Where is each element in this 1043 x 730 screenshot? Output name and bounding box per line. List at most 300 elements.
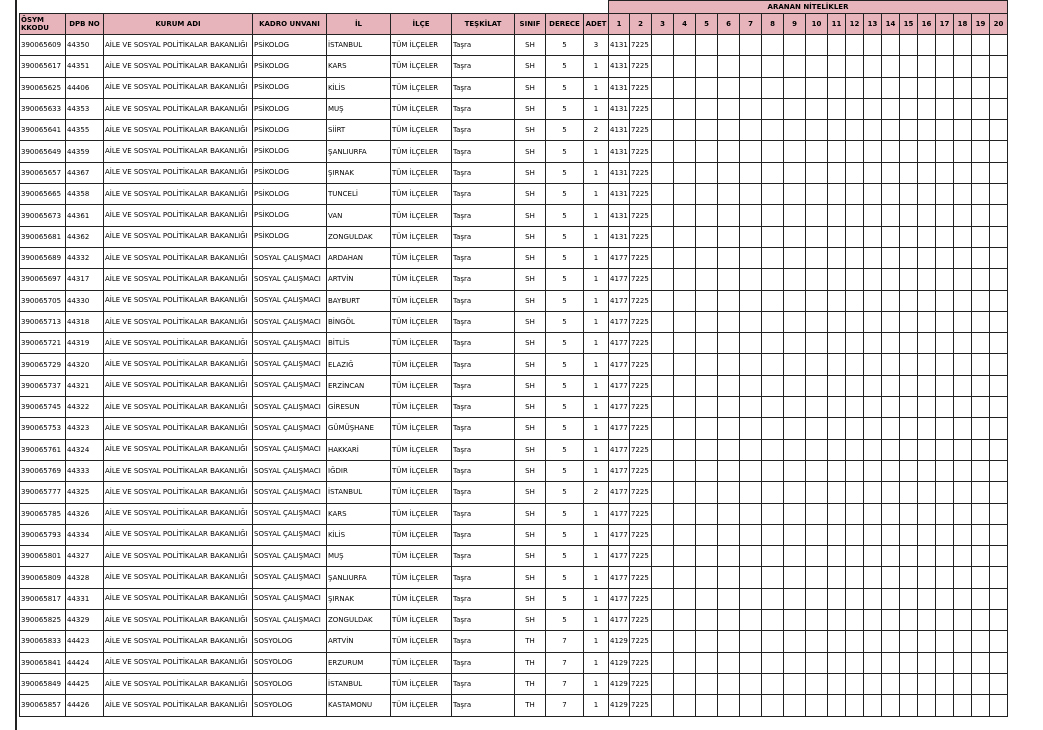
cell-nitelik-12 bbox=[846, 120, 864, 141]
cell-kadro-unvani: SOSYAL ÇALIŞMACI bbox=[253, 567, 327, 588]
cell-teskilat: Taşra bbox=[452, 141, 515, 162]
cell-kadro-unvani: SOSYOLOG bbox=[253, 695, 327, 716]
cell-nitelik-17 bbox=[936, 375, 954, 396]
cell-nitelik-1: 4177 bbox=[609, 397, 630, 418]
table-row bbox=[20, 141, 1008, 162]
cell-ilce: TÜM İLÇELER bbox=[391, 354, 452, 375]
cell-kurum-adi: AİLE VE SOSYAL POLİTİKALAR BAKANLIĞI bbox=[104, 77, 253, 98]
cell-nitelik-15 bbox=[900, 247, 918, 268]
cell-nitelik-1: 4177 bbox=[609, 588, 630, 609]
cell-nitelik-5 bbox=[696, 354, 718, 375]
cell-nitelik-9 bbox=[784, 311, 806, 332]
cell-sinif: SH bbox=[515, 120, 546, 141]
cell-adet: 1 bbox=[584, 162, 609, 183]
cell-nitelik-19 bbox=[972, 311, 990, 332]
cell-nitelik-6 bbox=[718, 247, 740, 268]
table-row bbox=[20, 184, 1008, 205]
cell-sinif: SH bbox=[515, 439, 546, 460]
cell-ilce: TÜM İLÇELER bbox=[391, 205, 452, 226]
cell-nitelik-8 bbox=[762, 247, 784, 268]
cell-nitelik-15 bbox=[900, 375, 918, 396]
cell-nitelik-8 bbox=[762, 375, 784, 396]
table-row bbox=[20, 56, 1008, 77]
cell-nitelik-18 bbox=[954, 652, 972, 673]
cell-nitelik-18 bbox=[954, 56, 972, 77]
cell-nitelik-19 bbox=[972, 141, 990, 162]
cell-nitelik-4 bbox=[674, 503, 696, 524]
cell-il: ARTVİN bbox=[327, 269, 391, 290]
cell-dpb-no: 44362 bbox=[66, 226, 104, 247]
cell-nitelik-7 bbox=[740, 375, 762, 396]
cell-nitelik-16 bbox=[918, 610, 936, 631]
cell-nitelik-5 bbox=[696, 162, 718, 183]
table-row bbox=[20, 311, 1008, 332]
cell-il: ARTVİN bbox=[327, 631, 391, 652]
cell-nitelik-4 bbox=[674, 546, 696, 567]
cell-nitelik-19 bbox=[972, 546, 990, 567]
cell-nitelik-16 bbox=[918, 354, 936, 375]
cell-nitelik-14 bbox=[882, 311, 900, 332]
cell-nitelik-15 bbox=[900, 631, 918, 652]
cell-nitelik-15 bbox=[900, 269, 918, 290]
cell-sinif: SH bbox=[515, 35, 546, 56]
cell-nitelik-14 bbox=[882, 567, 900, 588]
cell-nitelik-20 bbox=[990, 184, 1008, 205]
cell-nitelik-14 bbox=[882, 588, 900, 609]
header-nitelik-4: 4 bbox=[674, 14, 696, 35]
title-row bbox=[20, 1, 1008, 14]
cell-nitelik-5 bbox=[696, 226, 718, 247]
cell-nitelik-19 bbox=[972, 375, 990, 396]
cell-dpb-no: 44333 bbox=[66, 460, 104, 481]
cell-nitelik-15 bbox=[900, 418, 918, 439]
cell-adet: 1 bbox=[584, 546, 609, 567]
cell-nitelik-7 bbox=[740, 567, 762, 588]
cell-nitelik-11 bbox=[828, 354, 846, 375]
cell-nitelik-12 bbox=[846, 141, 864, 162]
cell-sinif: SH bbox=[515, 205, 546, 226]
cell-kurum-adi: AİLE VE SOSYAL POLİTİKALAR BAKANLIĞI bbox=[104, 397, 253, 418]
cell-nitelik-6 bbox=[718, 226, 740, 247]
cell-osym-kodu: 390065673 bbox=[20, 205, 66, 226]
cell-nitelik-3 bbox=[652, 524, 674, 545]
cell-il: İSTANBUL bbox=[327, 673, 391, 694]
cell-osym-kodu: 390065825 bbox=[20, 610, 66, 631]
cell-il: ERZİNCAN bbox=[327, 375, 391, 396]
cell-kadro-unvani: SOSYAL ÇALIŞMACI bbox=[253, 482, 327, 503]
cell-ilce: TÜM İLÇELER bbox=[391, 567, 452, 588]
cell-derece: 5 bbox=[546, 56, 584, 77]
cell-nitelik-2: 7225 bbox=[630, 567, 652, 588]
cell-nitelik-3 bbox=[652, 546, 674, 567]
cell-nitelik-18 bbox=[954, 333, 972, 354]
cell-nitelik-12 bbox=[846, 503, 864, 524]
cell-nitelik-10 bbox=[806, 269, 828, 290]
table-body bbox=[20, 35, 1008, 717]
cell-nitelik-11 bbox=[828, 503, 846, 524]
cell-nitelik-9 bbox=[784, 418, 806, 439]
cell-ilce: TÜM İLÇELER bbox=[391, 56, 452, 77]
cell-sinif: SH bbox=[515, 460, 546, 481]
cell-il: ELAZIĞ bbox=[327, 354, 391, 375]
cell-kadro-unvani: PSİKOLOG bbox=[253, 141, 327, 162]
cell-nitelik-14 bbox=[882, 290, 900, 311]
cell-nitelik-6 bbox=[718, 397, 740, 418]
header-nitelik-9: 9 bbox=[784, 14, 806, 35]
cell-nitelik-4 bbox=[674, 56, 696, 77]
cell-nitelik-1: 4177 bbox=[609, 375, 630, 396]
cell-kadro-unvani: PSİKOLOG bbox=[253, 56, 327, 77]
cell-nitelik-18 bbox=[954, 269, 972, 290]
cell-ilce: TÜM İLÇELER bbox=[391, 439, 452, 460]
cell-nitelik-6 bbox=[718, 418, 740, 439]
cell-kadro-unvani: PSİKOLOG bbox=[253, 226, 327, 247]
cell-nitelik-19 bbox=[972, 397, 990, 418]
cell-nitelik-20 bbox=[990, 524, 1008, 545]
cell-nitelik-12 bbox=[846, 652, 864, 673]
table-row bbox=[20, 120, 1008, 141]
cell-nitelik-20 bbox=[990, 631, 1008, 652]
cell-il: ARDAHAN bbox=[327, 247, 391, 268]
header-nitelik-15: 15 bbox=[900, 14, 918, 35]
cell-nitelik-20 bbox=[990, 652, 1008, 673]
header-sinif: SINIF bbox=[515, 14, 546, 35]
cell-nitelik-11 bbox=[828, 120, 846, 141]
cell-nitelik-16 bbox=[918, 588, 936, 609]
cell-nitelik-20 bbox=[990, 35, 1008, 56]
cell-nitelik-4 bbox=[674, 482, 696, 503]
cell-nitelik-1: 4177 bbox=[609, 333, 630, 354]
header-nitelik-10: 10 bbox=[806, 14, 828, 35]
cell-nitelik-2: 7225 bbox=[630, 56, 652, 77]
cell-nitelik-1: 4177 bbox=[609, 460, 630, 481]
cell-teskilat: Taşra bbox=[452, 460, 515, 481]
cell-nitelik-4 bbox=[674, 141, 696, 162]
cell-nitelik-19 bbox=[972, 503, 990, 524]
cell-derece: 5 bbox=[546, 77, 584, 98]
cell-nitelik-18 bbox=[954, 354, 972, 375]
cell-nitelik-19 bbox=[972, 567, 990, 588]
cell-nitelik-14 bbox=[882, 77, 900, 98]
cell-nitelik-1: 4177 bbox=[609, 567, 630, 588]
cell-il: VAN bbox=[327, 205, 391, 226]
cell-nitelik-17 bbox=[936, 546, 954, 567]
cell-nitelik-13 bbox=[864, 205, 882, 226]
column-header-row bbox=[20, 14, 1008, 35]
left-margin-bar bbox=[0, 0, 17, 730]
cell-sinif: SH bbox=[515, 610, 546, 631]
cell-nitelik-14 bbox=[882, 673, 900, 694]
cell-nitelik-9 bbox=[784, 205, 806, 226]
cell-nitelik-17 bbox=[936, 503, 954, 524]
cell-nitelik-16 bbox=[918, 290, 936, 311]
cell-kadro-unvani: SOSYOLOG bbox=[253, 652, 327, 673]
cell-nitelik-6 bbox=[718, 35, 740, 56]
cell-nitelik-18 bbox=[954, 418, 972, 439]
cell-nitelik-20 bbox=[990, 610, 1008, 631]
cell-nitelik-8 bbox=[762, 418, 784, 439]
cell-nitelik-17 bbox=[936, 311, 954, 332]
cell-nitelik-7 bbox=[740, 205, 762, 226]
cell-kurum-adi: AİLE VE SOSYAL POLİTİKALAR BAKANLIĞI bbox=[104, 482, 253, 503]
cell-nitelik-8 bbox=[762, 673, 784, 694]
cell-nitelik-16 bbox=[918, 673, 936, 694]
cell-nitelik-15 bbox=[900, 56, 918, 77]
cell-kadro-unvani: SOSYAL ÇALIŞMACI bbox=[253, 247, 327, 268]
cell-nitelik-5 bbox=[696, 439, 718, 460]
cell-adet: 1 bbox=[584, 56, 609, 77]
table-row bbox=[20, 695, 1008, 716]
cell-nitelik-13 bbox=[864, 247, 882, 268]
cell-nitelik-2: 7225 bbox=[630, 673, 652, 694]
cell-nitelik-4 bbox=[674, 311, 696, 332]
cell-teskilat: Taşra bbox=[452, 567, 515, 588]
cell-derece: 5 bbox=[546, 184, 584, 205]
cell-nitelik-15 bbox=[900, 673, 918, 694]
cell-ilce: TÜM İLÇELER bbox=[391, 524, 452, 545]
cell-nitelik-7 bbox=[740, 141, 762, 162]
cell-nitelik-7 bbox=[740, 652, 762, 673]
cell-nitelik-19 bbox=[972, 184, 990, 205]
cell-derece: 7 bbox=[546, 631, 584, 652]
cell-nitelik-15 bbox=[900, 205, 918, 226]
cell-ilce: TÜM İLÇELER bbox=[391, 77, 452, 98]
cell-teskilat: Taşra bbox=[452, 162, 515, 183]
cell-nitelik-3 bbox=[652, 375, 674, 396]
cell-osym-kodu: 390065761 bbox=[20, 439, 66, 460]
cell-sinif: SH bbox=[515, 546, 546, 567]
cell-dpb-no: 44334 bbox=[66, 524, 104, 545]
cell-nitelik-17 bbox=[936, 652, 954, 673]
table-row bbox=[20, 482, 1008, 503]
cell-nitelik-18 bbox=[954, 482, 972, 503]
cell-dpb-no: 44406 bbox=[66, 77, 104, 98]
cell-kadro-unvani: SOSYAL ÇALIŞMACI bbox=[253, 588, 327, 609]
cell-nitelik-18 bbox=[954, 205, 972, 226]
cell-osym-kodu: 390065833 bbox=[20, 631, 66, 652]
cell-nitelik-16 bbox=[918, 695, 936, 716]
table-row bbox=[20, 631, 1008, 652]
cell-nitelik-16 bbox=[918, 397, 936, 418]
cell-kurum-adi: AİLE VE SOSYAL POLİTİKALAR BAKANLIĞI bbox=[104, 375, 253, 396]
cell-nitelik-15 bbox=[900, 524, 918, 545]
cell-nitelik-2: 7225 bbox=[630, 460, 652, 481]
cell-adet: 1 bbox=[584, 77, 609, 98]
cell-kadro-unvani: SOSYAL ÇALIŞMACI bbox=[253, 460, 327, 481]
cell-nitelik-1: 4177 bbox=[609, 269, 630, 290]
cell-kurum-adi: AİLE VE SOSYAL POLİTİKALAR BAKANLIĞI bbox=[104, 247, 253, 268]
header-nitelik-7: 7 bbox=[740, 14, 762, 35]
cell-nitelik-13 bbox=[864, 588, 882, 609]
cell-nitelik-4 bbox=[674, 162, 696, 183]
cell-nitelik-9 bbox=[784, 503, 806, 524]
cell-nitelik-14 bbox=[882, 546, 900, 567]
cell-nitelik-3 bbox=[652, 460, 674, 481]
table-row bbox=[20, 269, 1008, 290]
cell-dpb-no: 44319 bbox=[66, 333, 104, 354]
cell-kadro-unvani: SOSYAL ÇALIŞMACI bbox=[253, 269, 327, 290]
cell-nitelik-15 bbox=[900, 162, 918, 183]
cell-nitelik-9 bbox=[784, 482, 806, 503]
cell-nitelik-6 bbox=[718, 56, 740, 77]
cell-nitelik-7 bbox=[740, 695, 762, 716]
cell-nitelik-15 bbox=[900, 610, 918, 631]
cell-nitelik-20 bbox=[990, 460, 1008, 481]
cell-teskilat: Taşra bbox=[452, 247, 515, 268]
cell-nitelik-11 bbox=[828, 567, 846, 588]
header-ilce: İLÇE bbox=[391, 14, 452, 35]
cell-nitelik-8 bbox=[762, 98, 784, 119]
cell-nitelik-4 bbox=[674, 439, 696, 460]
cell-nitelik-5 bbox=[696, 418, 718, 439]
cell-osym-kodu: 390065817 bbox=[20, 588, 66, 609]
cell-nitelik-17 bbox=[936, 205, 954, 226]
cell-nitelik-2: 7225 bbox=[630, 524, 652, 545]
cell-teskilat: Taşra bbox=[452, 77, 515, 98]
cell-nitelik-10 bbox=[806, 588, 828, 609]
cell-nitelik-20 bbox=[990, 503, 1008, 524]
cell-nitelik-12 bbox=[846, 588, 864, 609]
cell-nitelik-4 bbox=[674, 524, 696, 545]
cell-nitelik-12 bbox=[846, 673, 864, 694]
cell-nitelik-8 bbox=[762, 333, 784, 354]
cell-osym-kodu: 390065857 bbox=[20, 695, 66, 716]
cell-derece: 7 bbox=[546, 695, 584, 716]
cell-nitelik-9 bbox=[784, 567, 806, 588]
cell-nitelik-16 bbox=[918, 77, 936, 98]
cell-nitelik-6 bbox=[718, 290, 740, 311]
cell-nitelik-10 bbox=[806, 290, 828, 311]
cell-nitelik-18 bbox=[954, 35, 972, 56]
cell-nitelik-10 bbox=[806, 695, 828, 716]
cell-nitelik-16 bbox=[918, 226, 936, 247]
cell-nitelik-8 bbox=[762, 631, 784, 652]
cell-osym-kodu: 390065753 bbox=[20, 418, 66, 439]
cell-nitelik-12 bbox=[846, 439, 864, 460]
table-row bbox=[20, 77, 1008, 98]
cell-nitelik-8 bbox=[762, 524, 784, 545]
cell-nitelik-8 bbox=[762, 567, 784, 588]
cell-nitelik-20 bbox=[990, 269, 1008, 290]
cell-nitelik-10 bbox=[806, 439, 828, 460]
cell-dpb-no: 44318 bbox=[66, 311, 104, 332]
cell-nitelik-9 bbox=[784, 439, 806, 460]
cell-nitelik-17 bbox=[936, 120, 954, 141]
cell-nitelik-2: 7225 bbox=[630, 695, 652, 716]
cell-nitelik-2: 7225 bbox=[630, 98, 652, 119]
cell-nitelik-2: 7225 bbox=[630, 290, 652, 311]
cell-kadro-unvani: PSİKOLOG bbox=[253, 184, 327, 205]
cell-ilce: TÜM İLÇELER bbox=[391, 141, 452, 162]
cell-nitelik-12 bbox=[846, 524, 864, 545]
cell-ilce: TÜM İLÇELER bbox=[391, 162, 452, 183]
cell-nitelik-11 bbox=[828, 226, 846, 247]
cell-nitelik-15 bbox=[900, 77, 918, 98]
cell-nitelik-17 bbox=[936, 141, 954, 162]
cell-nitelik-10 bbox=[806, 184, 828, 205]
header-kadro-unvani: KADRO UNVANI bbox=[253, 14, 327, 35]
cell-adet: 1 bbox=[584, 631, 609, 652]
cell-teskilat: Taşra bbox=[452, 269, 515, 290]
cell-nitelik-9 bbox=[784, 269, 806, 290]
cell-ilce: TÜM İLÇELER bbox=[391, 290, 452, 311]
cell-nitelik-7 bbox=[740, 439, 762, 460]
cell-nitelik-9 bbox=[784, 673, 806, 694]
cell-nitelik-1: 4177 bbox=[609, 482, 630, 503]
cell-nitelik-6 bbox=[718, 439, 740, 460]
cell-kadro-unvani: SOSYAL ÇALIŞMACI bbox=[253, 354, 327, 375]
aranan-nitelikler-header: ARANAN NİTELİKLER bbox=[609, 1, 1008, 14]
header-nitelik-6: 6 bbox=[718, 14, 740, 35]
cell-nitelik-7 bbox=[740, 247, 762, 268]
cell-nitelik-18 bbox=[954, 397, 972, 418]
cell-sinif: SH bbox=[515, 184, 546, 205]
cell-nitelik-3 bbox=[652, 673, 674, 694]
cell-sinif: SH bbox=[515, 269, 546, 290]
cell-nitelik-6 bbox=[718, 652, 740, 673]
cell-dpb-no: 44320 bbox=[66, 354, 104, 375]
cell-nitelik-9 bbox=[784, 120, 806, 141]
cell-kurum-adi: AİLE VE SOSYAL POLİTİKALAR BAKANLIĞI bbox=[104, 56, 253, 77]
cell-il: İSTANBUL bbox=[327, 482, 391, 503]
cell-nitelik-9 bbox=[784, 226, 806, 247]
cell-kurum-adi: AİLE VE SOSYAL POLİTİKALAR BAKANLIĞI bbox=[104, 631, 253, 652]
cell-sinif: SH bbox=[515, 247, 546, 268]
cell-derece: 5 bbox=[546, 290, 584, 311]
cell-adet: 1 bbox=[584, 375, 609, 396]
cell-nitelik-5 bbox=[696, 524, 718, 545]
cell-dpb-no: 44423 bbox=[66, 631, 104, 652]
cell-nitelik-8 bbox=[762, 141, 784, 162]
cell-nitelik-18 bbox=[954, 141, 972, 162]
cell-osym-kodu: 390065801 bbox=[20, 546, 66, 567]
cell-dpb-no: 44332 bbox=[66, 247, 104, 268]
cell-il: ZONGULDAK bbox=[327, 226, 391, 247]
cell-nitelik-3 bbox=[652, 247, 674, 268]
cell-nitelik-10 bbox=[806, 546, 828, 567]
cell-dpb-no: 44328 bbox=[66, 567, 104, 588]
cell-nitelik-18 bbox=[954, 439, 972, 460]
header-kurum-adi: KURUM ADI bbox=[104, 14, 253, 35]
cell-nitelik-17 bbox=[936, 673, 954, 694]
cell-nitelik-5 bbox=[696, 311, 718, 332]
cell-nitelik-17 bbox=[936, 247, 954, 268]
cell-nitelik-5 bbox=[696, 546, 718, 567]
cell-nitelik-8 bbox=[762, 439, 784, 460]
cell-adet: 1 bbox=[584, 354, 609, 375]
table-row bbox=[20, 567, 1008, 588]
cell-nitelik-17 bbox=[936, 460, 954, 481]
cell-ilce: TÜM İLÇELER bbox=[391, 120, 452, 141]
cell-nitelik-10 bbox=[806, 354, 828, 375]
cell-adet: 3 bbox=[584, 35, 609, 56]
cell-il: ŞANLIURFA bbox=[327, 141, 391, 162]
cell-kadro-unvani: PSİKOLOG bbox=[253, 162, 327, 183]
cell-adet: 1 bbox=[584, 226, 609, 247]
cell-kurum-adi: AİLE VE SOSYAL POLİTİKALAR BAKANLIĞI bbox=[104, 546, 253, 567]
cell-nitelik-20 bbox=[990, 226, 1008, 247]
cell-nitelik-9 bbox=[784, 56, 806, 77]
cell-sinif: SH bbox=[515, 77, 546, 98]
cell-nitelik-18 bbox=[954, 311, 972, 332]
cell-dpb-no: 44353 bbox=[66, 98, 104, 119]
cell-nitelik-2: 7225 bbox=[630, 482, 652, 503]
cell-nitelik-14 bbox=[882, 631, 900, 652]
cell-nitelik-13 bbox=[864, 35, 882, 56]
cell-nitelik-18 bbox=[954, 695, 972, 716]
header-nitelik-2: 2 bbox=[630, 14, 652, 35]
cell-nitelik-3 bbox=[652, 503, 674, 524]
